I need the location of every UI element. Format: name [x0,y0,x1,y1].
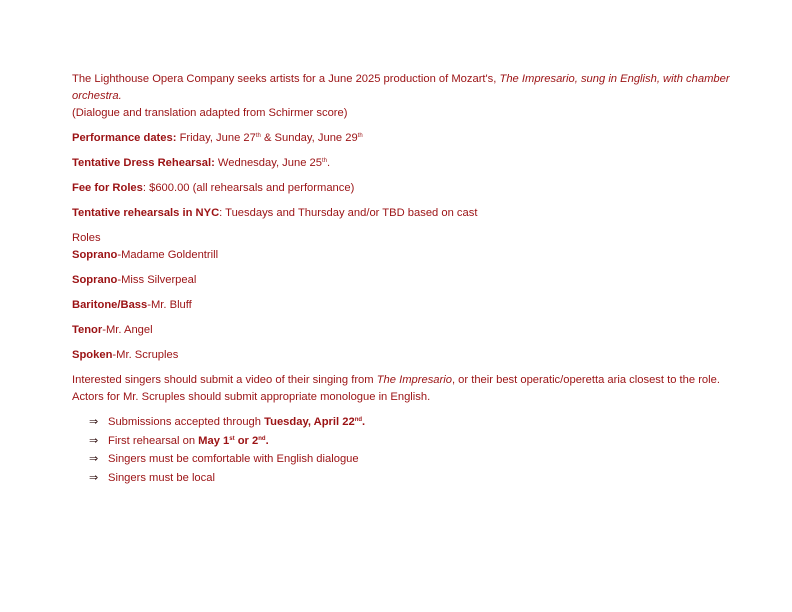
right-double-arrow-icon: ⇒ [89,433,99,447]
role-name: -Mr. Scruples [112,349,179,361]
list-item [89,469,732,488]
role-voice: Soprano [72,274,118,286]
role-item [72,347,732,364]
rehearsals-text: : Tuesdays and Thursday and/or TBD based on cast [219,207,478,219]
role-item [72,322,732,339]
roles-heading: Roles [72,232,101,244]
list-item-text [108,433,269,451]
list-item [89,450,732,469]
document-body [72,71,732,487]
b2-date-1: May 1 [198,434,230,447]
role-voice: Baritone/Bass [72,299,148,311]
role-voice: Tenor [72,324,103,336]
role-name: -Miss Silverpeal [117,274,197,286]
production-title: The Impresario, sung in English, with chamber orchestra. [72,73,730,102]
b2-suffix-2: nd [258,435,266,442]
b1-end: . [362,416,366,428]
dress-rehearsal-end: . [327,157,331,169]
b1-suffix: nd [354,417,363,423]
fee-for-roles [72,180,732,197]
b2-suffix-1: st [229,435,235,442]
intro-paragraph [72,71,732,105]
list-item-text: Singers must be comfortable with English dialogue [108,453,359,466]
dress-rehearsal-date: Wednesday, June 25 [214,157,322,169]
performance-dates [72,130,732,147]
b2-date-2: or 2 [234,434,259,447]
rehearsals-label: Tentative rehearsals in NYC [72,207,220,219]
performance-date-1-suffix: th [255,133,261,139]
submission-text-2: , or their best operatic/operetta aria closest to the role. Actors for Mr. Scruples should submit appropriate monologue in English. [72,374,720,403]
b1-text: Submissions accepted through [108,416,265,428]
submission-text-1: Interested singers should submit a video of their singing from [72,374,377,386]
performance-date-2-suffix: th [357,133,363,139]
intro-text: The Lighthouse Opera Company seeks artists for a June 2025 production of Mozart's, [72,73,500,85]
b2-text: First rehearsal on [108,434,199,447]
b2-end: . [265,434,269,447]
role-name: -Mr. Bluff [147,299,192,311]
right-double-arrow-icon: ⇒ [89,415,99,428]
performance-date-2: & Sunday, June 29 [260,132,358,144]
dress-rehearsal-suffix: th [322,158,328,164]
right-double-arrow-icon: ⇒ [89,470,99,484]
submission-paragraph [72,372,732,406]
rehearsals-nyc [72,205,732,222]
performance-date-1: Friday, June 27 [176,132,256,144]
right-double-arrow-icon: ⇒ [89,452,99,466]
role-voice: Spoken [72,349,113,361]
list-item-text: Singers must be local [108,471,215,484]
list-item-text [108,414,365,432]
role-item [72,297,732,314]
role-item [72,247,732,264]
fee-label: Fee for Roles [72,182,143,194]
dress-rehearsal [72,155,732,172]
score-note [72,105,732,122]
role-name: -Mr. Angel [102,324,153,336]
list-item [89,413,732,432]
fee-text: : $600.00 (all rehearsals and performance) [142,182,355,194]
submission-title: The Impresario [376,374,452,386]
role-voice: Soprano [72,249,118,261]
score-note-text: (Dialogue and translation adapted from Schirmer score) [72,107,348,119]
list-item [89,432,732,451]
b1-deadline: Tuesday, April 22 [264,416,355,428]
role-item [72,272,732,289]
performance-dates-label: Performance dates: [72,132,177,144]
role-name: -Madame Goldentrill [117,249,219,261]
requirements-list [72,413,732,487]
dress-rehearsal-label: Tentative Dress Rehearsal: [72,157,215,169]
